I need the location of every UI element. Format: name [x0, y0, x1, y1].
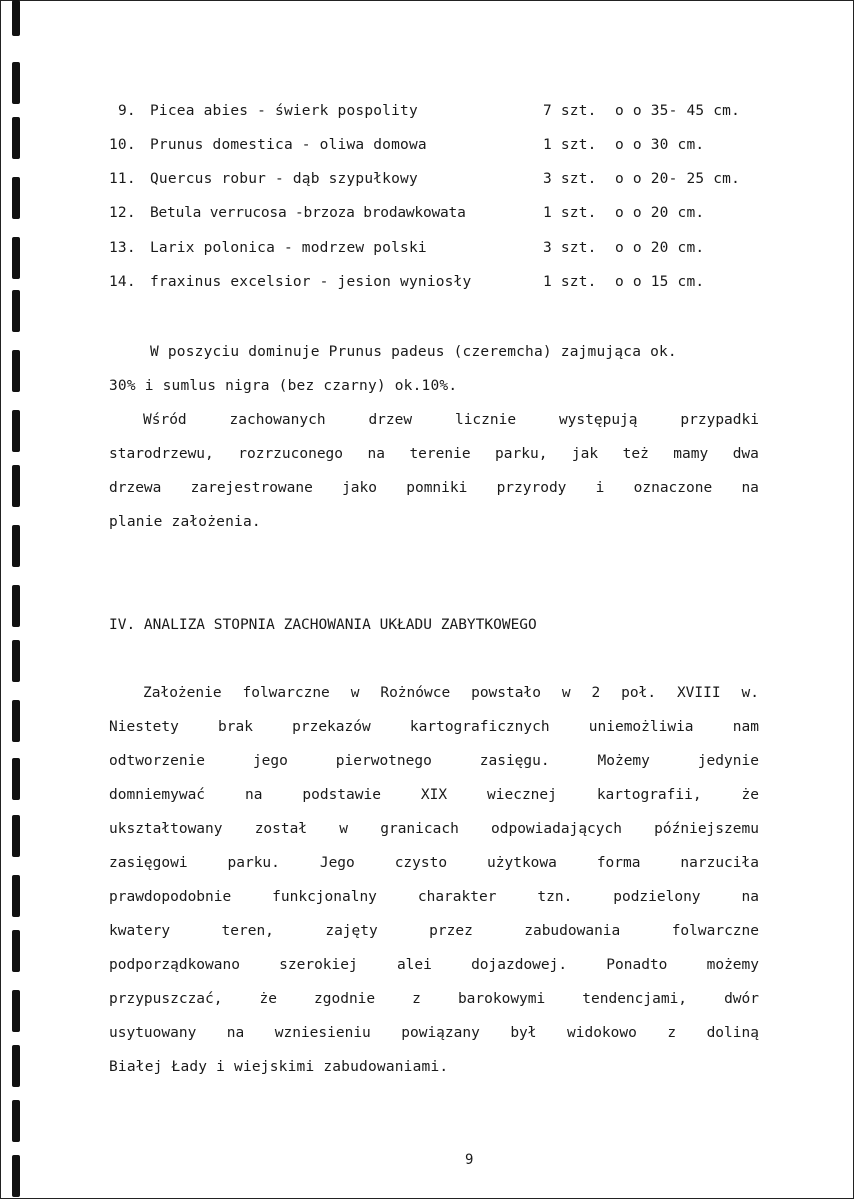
binding-hole	[12, 62, 20, 104]
binding-hole	[12, 990, 20, 1032]
word: jako	[342, 480, 377, 496]
word: zasięgu.	[479, 753, 550, 769]
word: funkcjonalny	[272, 889, 377, 905]
word: oznaczone	[633, 480, 713, 496]
word: z	[412, 991, 421, 1007]
binding-hole	[12, 177, 20, 219]
paragraph-line	[109, 446, 759, 462]
section-heading: IV. ANALIZA STOPNIA ZACHOWANIA UKŁADU ZABYTKOWEGO	[109, 617, 537, 633]
species-name: Picea abies - świerk pospolity	[150, 103, 418, 119]
word: na	[226, 1025, 245, 1041]
trunk-size: o o 20 cm.	[615, 240, 705, 256]
paragraph-line: planie założenia.	[109, 514, 261, 530]
binding-hole	[12, 290, 20, 332]
paragraph-line	[109, 889, 759, 905]
word: na	[741, 889, 759, 905]
binding-hole	[12, 1045, 20, 1087]
species-name: Larix polonica - modrzew polski	[150, 240, 427, 256]
word: możemy	[706, 957, 759, 973]
word: zarejestrowane	[190, 480, 313, 496]
word: że	[741, 787, 759, 803]
word: ukształtowany	[109, 821, 223, 837]
trunk-size: o o 35- 45 cm.	[615, 103, 741, 119]
word: Jego	[319, 855, 355, 871]
word: w	[339, 821, 349, 837]
paragraph-line	[109, 991, 759, 1007]
word: użytkowa	[487, 855, 557, 871]
word: zabudowania	[524, 923, 621, 939]
word: podporządkowano	[109, 957, 240, 973]
word: kartografii,	[596, 787, 702, 803]
word: jak	[571, 446, 599, 462]
binding-hole	[12, 1155, 20, 1197]
word: zachowanych	[229, 412, 326, 428]
word: pomniki	[406, 480, 468, 496]
word: starodrzewu,	[109, 446, 214, 462]
word: wiecznej	[487, 787, 557, 803]
quantity: 3 szt.	[543, 171, 597, 187]
word: usytuowany	[109, 1025, 197, 1041]
page-number: 9	[465, 1152, 474, 1168]
trunk-size: o o 15 cm.	[615, 274, 705, 290]
word: że	[259, 991, 277, 1007]
word: jedynie	[697, 753, 759, 769]
word: doliną	[706, 1025, 759, 1041]
binding-hole	[12, 237, 20, 279]
word: XVIII	[676, 685, 721, 701]
word: występują	[558, 412, 638, 428]
paragraph-line: Białej Łady i wiejskimi zabudowaniami.	[109, 1059, 449, 1075]
word: Wśród	[143, 412, 187, 428]
paragraph-line: 30% i sumlus nigra (bez czarny) ok.10%.	[109, 378, 458, 394]
word: tzn.	[537, 889, 573, 905]
word: pierwotnego	[335, 753, 432, 769]
species-name: fraxinus excelsior - jesion wyniosły	[150, 274, 472, 290]
binding-holes	[6, 0, 28, 1199]
binding-hole	[12, 350, 20, 392]
word: dojazdowej.	[471, 957, 568, 973]
word: licznie	[454, 412, 517, 428]
trunk-size: o o 20 cm.	[615, 205, 705, 221]
word: na	[244, 787, 263, 803]
word: w.	[741, 685, 759, 701]
word: Niestety	[109, 719, 179, 735]
quantity: 1 szt.	[543, 205, 597, 221]
word: przekazów	[292, 719, 371, 735]
word: wzniesieniu	[274, 1025, 371, 1041]
item-number: 12.	[109, 205, 136, 221]
species-name: Betula verrucosa -brzoza brodawkowata	[150, 205, 466, 221]
word: przypadki	[680, 412, 759, 428]
word: barokowymi	[457, 991, 546, 1007]
word: charakter	[417, 889, 497, 905]
word: został	[254, 821, 308, 837]
word: podzielony	[613, 889, 701, 905]
quantity: 7 szt.	[543, 103, 597, 119]
paragraph-line	[143, 412, 759, 428]
species-name: Prunus domestica - oliwa domowa	[150, 137, 427, 153]
word: na	[741, 480, 759, 496]
binding-hole	[12, 875, 20, 917]
paragraph-line	[143, 685, 759, 701]
word: narzuciła	[680, 855, 759, 871]
word: jego	[252, 753, 288, 769]
word: 2	[591, 685, 601, 701]
word: parku.	[227, 855, 280, 871]
word: zgodnie	[314, 991, 376, 1007]
word: szerokiej	[279, 957, 358, 973]
word: Możemy	[597, 753, 650, 769]
word: Założenie	[143, 685, 222, 701]
word: kwatery	[109, 923, 171, 939]
binding-hole	[12, 0, 20, 36]
binding-hole	[12, 700, 20, 742]
binding-hole	[12, 585, 20, 627]
paragraph-line	[109, 821, 759, 837]
word: domniemywać	[109, 787, 206, 803]
word: widokowo	[567, 1025, 637, 1041]
word: podstawie	[302, 787, 381, 803]
item-number: 9.	[118, 103, 136, 119]
word: w	[350, 685, 360, 701]
word: Ponadto	[606, 957, 668, 973]
binding-hole	[12, 117, 20, 159]
paragraph-line	[109, 480, 759, 496]
word: na	[367, 446, 385, 462]
word: folwarczne	[671, 923, 759, 939]
word: przypuszczać,	[109, 991, 223, 1007]
word: przyrody	[496, 480, 567, 496]
word: w	[561, 685, 571, 701]
word: poł.	[621, 685, 657, 701]
paragraph-line	[109, 719, 759, 735]
word: odtworzenie	[109, 753, 206, 769]
word: mamy	[673, 446, 709, 462]
word: tendencjami,	[582, 991, 688, 1007]
item-number: 13.	[109, 240, 136, 256]
word: z	[667, 1025, 677, 1041]
word: późniejszemu	[654, 821, 759, 837]
word: teren,	[221, 923, 274, 939]
word: przez	[429, 923, 473, 939]
word: drzew	[368, 412, 413, 428]
binding-hole	[12, 1100, 20, 1142]
binding-hole	[12, 465, 20, 507]
word: i	[595, 480, 605, 496]
word: granicach	[380, 821, 459, 837]
word: odpowiadających	[491, 821, 622, 837]
word: alei	[396, 957, 432, 973]
word: powiązany	[401, 1025, 480, 1041]
item-number: 10.	[109, 137, 136, 153]
trunk-size: o o 30 cm.	[615, 137, 705, 153]
paragraph-line	[109, 923, 759, 939]
word: Rożnówce	[380, 685, 451, 701]
word: rozrzuconego	[238, 446, 344, 462]
paragraph-line	[109, 957, 759, 973]
word: zasięgowi	[109, 855, 188, 871]
species-name: Quercus robur - dąb szypułkowy	[150, 171, 418, 187]
binding-hole	[12, 640, 20, 682]
paragraph-line: W poszyciu dominuje Prunus padeus (czeremcha) zajmująca ok.	[150, 344, 677, 360]
word: też	[622, 446, 649, 462]
paragraph-line	[109, 855, 759, 871]
word: parku,	[495, 446, 548, 462]
quantity: 1 szt.	[543, 137, 597, 153]
item-number: 14.	[109, 274, 136, 290]
item-number: 11.	[109, 171, 136, 187]
binding-hole	[12, 525, 20, 567]
binding-hole	[12, 758, 20, 800]
binding-hole	[12, 930, 20, 972]
quantity: 1 szt.	[543, 274, 597, 290]
word: nam	[732, 719, 759, 735]
word: dwór	[724, 991, 759, 1007]
word: uniemożliwia	[588, 719, 694, 735]
word: był	[510, 1025, 537, 1041]
binding-hole	[12, 815, 20, 857]
word: kartograficznych	[409, 719, 550, 735]
word: czysto	[394, 855, 448, 871]
trunk-size: o o 20- 25 cm.	[615, 171, 741, 187]
word: folwarczne	[242, 685, 330, 701]
word: dwa	[732, 446, 759, 462]
paragraph-line	[109, 787, 759, 803]
word: powstało	[471, 685, 541, 701]
word: XIX	[420, 787, 448, 803]
paragraph-line	[109, 1025, 759, 1041]
word: forma	[596, 855, 641, 871]
word: prawdopodobnie	[109, 889, 232, 905]
paragraph-line	[109, 753, 759, 769]
word: terenie	[409, 446, 471, 462]
word: brak	[218, 719, 253, 735]
word: drzewa	[109, 480, 162, 496]
quantity: 3 szt.	[543, 240, 597, 256]
binding-hole	[12, 410, 20, 452]
word: zajęty	[325, 923, 378, 939]
